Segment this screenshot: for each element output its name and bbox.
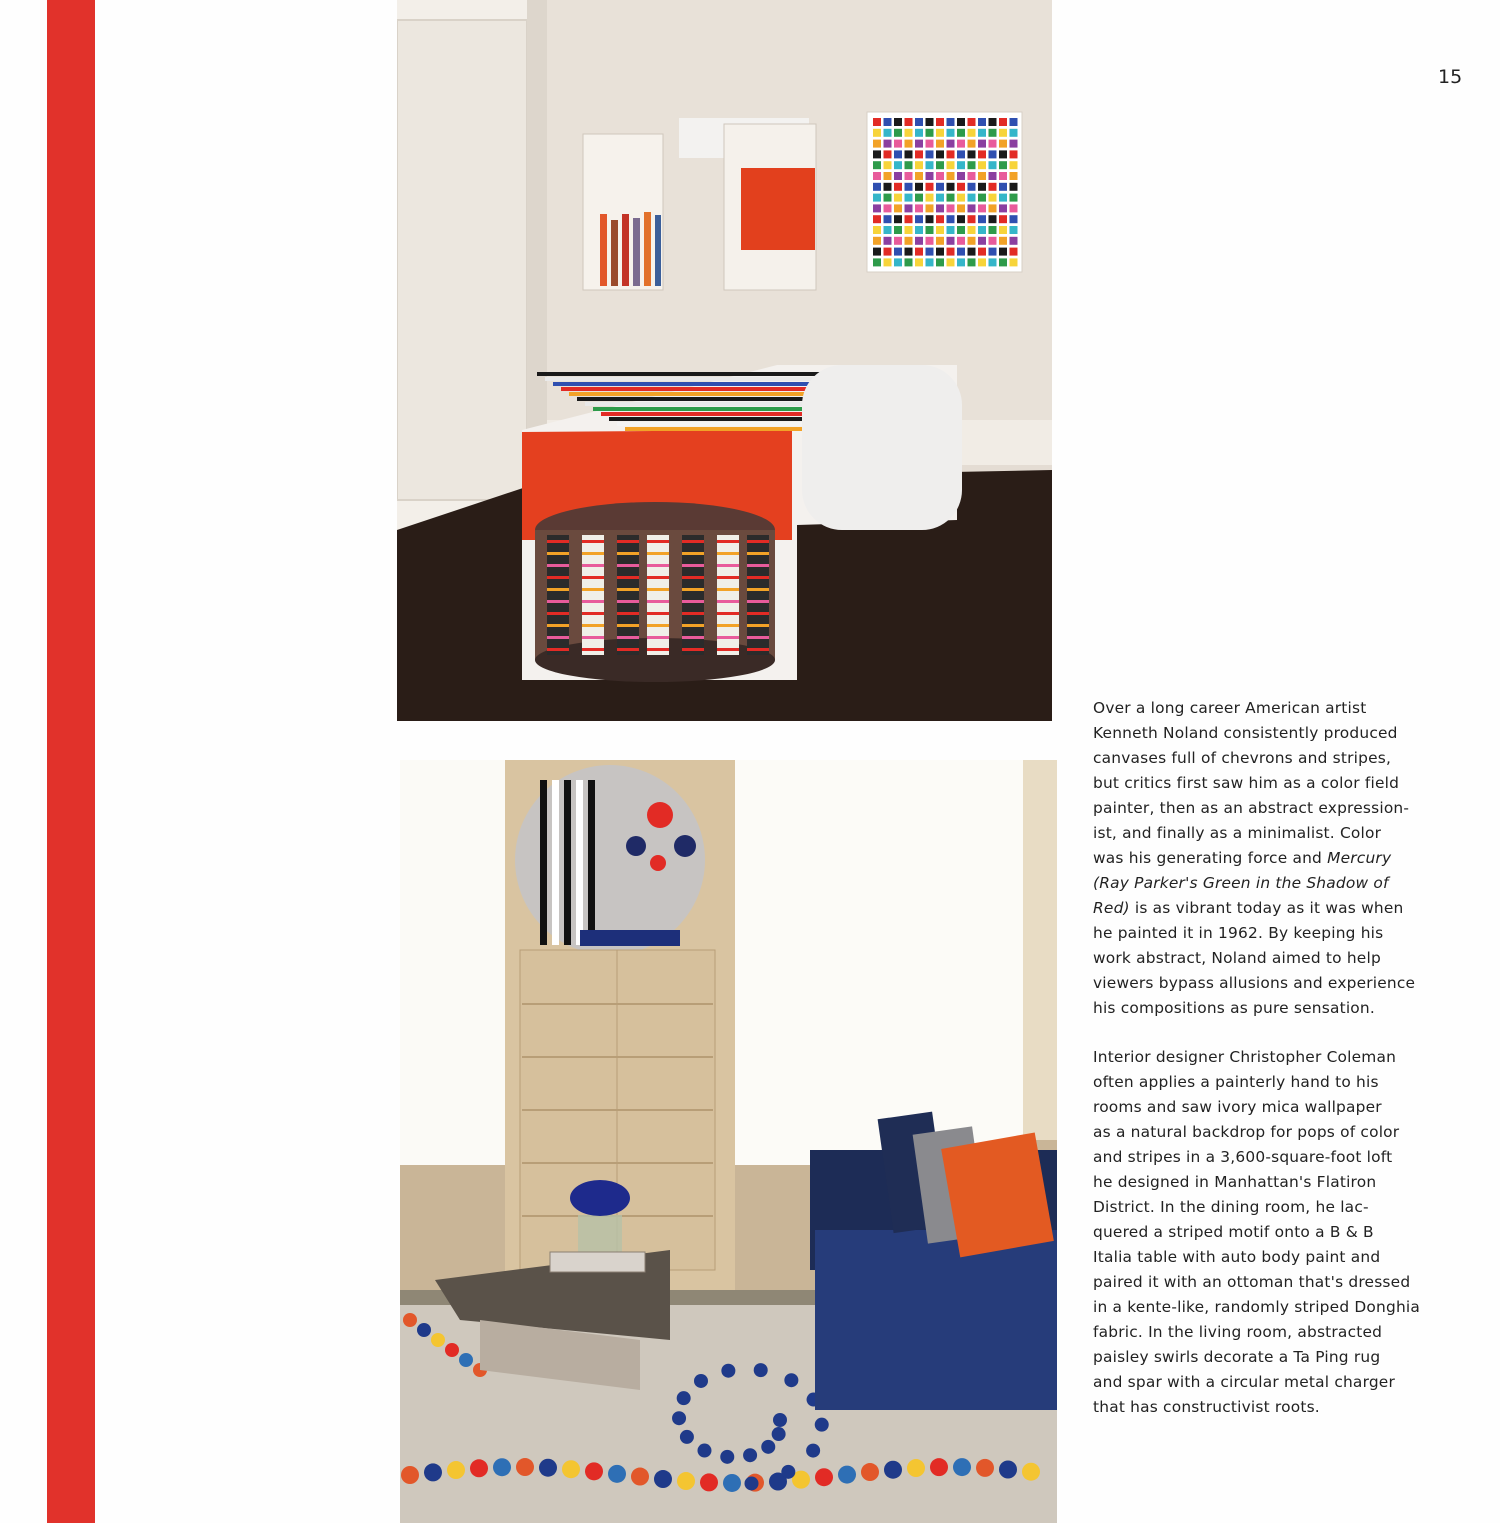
text-line: quered a striped motif onto a B & B xyxy=(1093,1223,1374,1241)
text-line: and spar with a circular metal charger xyxy=(1093,1373,1395,1391)
living-room-photo xyxy=(400,760,1057,1523)
text-line: Interior designer Christopher Coleman xyxy=(1093,1048,1397,1066)
text-line: and stripes in a 3,600-square-foot loft xyxy=(1093,1148,1393,1166)
body-paragraph-1 xyxy=(1093,696,1416,1021)
text-line: work abstract, Noland aimed to help xyxy=(1093,949,1381,967)
text-line: canvases full of chevrons and stripes, xyxy=(1093,749,1392,767)
text-line: but critics first saw him as a color field xyxy=(1093,774,1400,792)
text-line: he designed in Manhattan's Flatiron xyxy=(1093,1173,1377,1191)
text-line: Kenneth Noland consistently produced xyxy=(1093,724,1398,742)
text-line: Over a long career American artist xyxy=(1093,699,1367,717)
text-line: as a natural backdrop for pops of color xyxy=(1093,1123,1400,1141)
artwork-title: Mercury xyxy=(1327,849,1392,867)
text-line: his compositions as pure sensation. xyxy=(1093,999,1375,1017)
text-line: Italia table with auto body paint and xyxy=(1093,1248,1381,1266)
text-line: that has constructivist roots. xyxy=(1093,1398,1320,1416)
text-line xyxy=(1093,846,1413,871)
body-paragraph-2 xyxy=(1093,1045,1421,1420)
text-segment: is as vibrant today as it was when xyxy=(1129,899,1404,917)
artwork-title: (Ray Parker's Green in the Shadow of xyxy=(1093,874,1389,892)
page-number: 15 xyxy=(1438,66,1463,88)
text-line: paisley swirls decorate a Ta Ping rug xyxy=(1093,1348,1381,1366)
text-line: painter, then as an abstract expression- xyxy=(1093,799,1410,817)
text-line: fabric. In the living room, abstracted xyxy=(1093,1323,1383,1341)
text-line: District. In the dining room, he lac- xyxy=(1093,1198,1369,1216)
text-line xyxy=(1093,871,1413,896)
text-line: in a kente-like, randomly striped Donghia xyxy=(1093,1298,1421,1316)
text-line: rooms and saw ivory mica wallpaper xyxy=(1093,1098,1382,1116)
text-line xyxy=(1093,896,1413,921)
text-line: paired it with an ottoman that's dressed xyxy=(1093,1273,1411,1291)
dining-room-photo xyxy=(397,0,1052,721)
red-accent-bar xyxy=(47,0,95,1523)
text-line: ist, and finally as a minimalist. Color xyxy=(1093,824,1382,842)
artwork-title: Red) xyxy=(1093,899,1130,917)
text-line: he painted it in 1962. By keeping his xyxy=(1093,924,1384,942)
text-line: viewers bypass allusions and experience xyxy=(1093,974,1416,992)
text-segment: was his generating force and xyxy=(1093,849,1328,867)
text-line: often applies a painterly hand to his xyxy=(1093,1073,1379,1091)
